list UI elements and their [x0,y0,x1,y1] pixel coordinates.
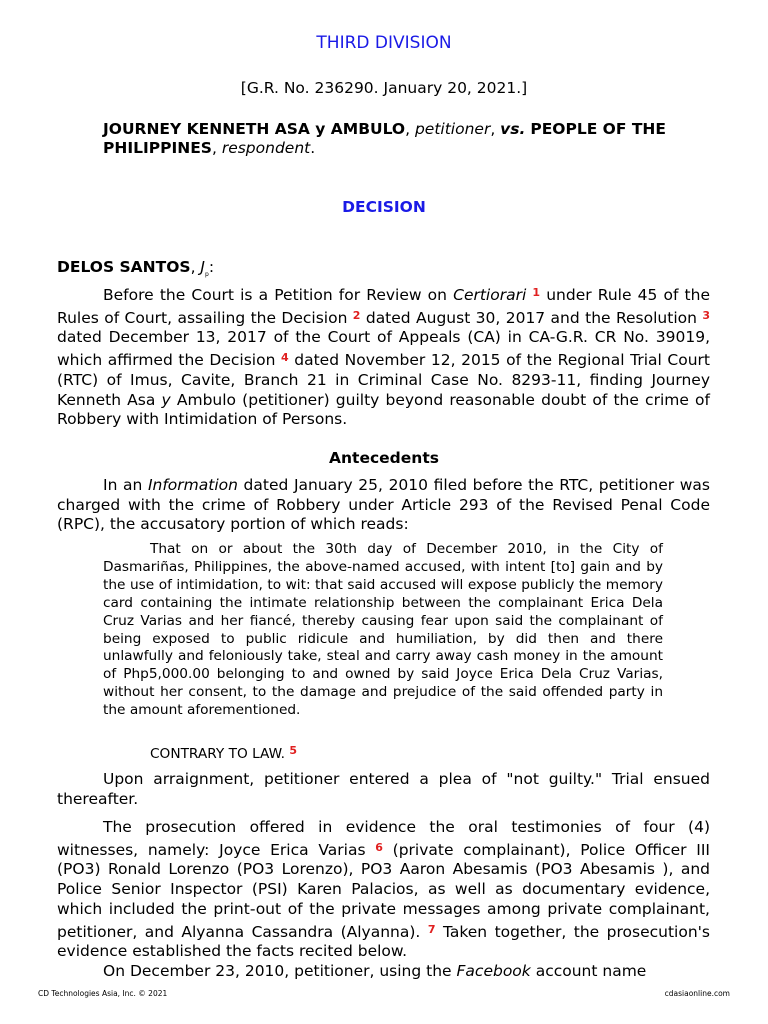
p1-text-c: under Rule 45 of the Rules of Court, assailing the Decision [57,286,710,327]
antecedents-heading: Antecedents [329,449,439,467]
p1-text-e: dated December 13, 2017 of the Court of Appeals (CA) in CA-G.R. CR No. 39019, which affirmed the Decision [57,328,710,370]
footer-copyright: CD Technologies Asia, Inc. © 2021 [38,989,168,998]
footnote-5-link[interactable]: 5 [289,744,297,757]
ponente-suffix: J [200,258,205,276]
petitioner-role: petitioner [414,120,491,138]
p2-information: Information [147,476,238,494]
paragraph-5 [57,962,710,982]
p3-text: Upon arraignment, petitioner entered a plea of "not guilty." Trial ensued thereafter. [57,770,710,808]
p1-y: y [161,390,171,409]
footnote-4-link[interactable]: 4 [281,351,289,365]
paragraph-1 [57,283,710,430]
gr-number: [G.R. No. 236290. January 20, 2021.] [240,79,528,97]
p4-text-c: Taken together, the prosecution's evidence established the facts recited below. [57,922,711,961]
ponente-line: DELOS SANTOS, $J_p$: [57,258,215,279]
footnote-6-link[interactable]: 6 [375,840,383,854]
p1-certiorari: Certiorari [453,286,527,304]
p2-text-c: dated January 25, 2010 filed before the RTC, petitioner was charged with the crime of Robbery under Article 293 of the Revised Penal Code (RPC), the accusatory portion of which reads: [57,476,710,534]
footnote-1-link[interactable]: 1 [532,286,541,299]
petitioner-name: JOURNEY KENNETH ASA y AMBULO [103,120,406,138]
p1-text-d: dated August 30, 2017 and the Resolution [360,308,703,327]
p2-text-a: In an [103,476,148,494]
respondent-name: PEOPLE OF THE PHILIPPINES [103,120,666,157]
footnote-7-link[interactable]: 7 [427,922,436,936]
case-parties: JOURNEY KENNETH ASA y AMBULO, petitioner, vs. PEOPLE OF THE PHILIPPINES, respondent. [103,120,666,157]
paragraph-3 [57,770,710,809]
block-quote [103,541,663,720]
ponente-name: DELOS SANTOS [57,258,191,276]
division-heading: THIRD DIVISION [316,33,452,53]
p1-text-h: Ambulo (petitioner) guilty beyond reasonable doubt of the crime of Robbery with Intimidation of Persons. [57,390,710,429]
contrary-line [150,744,297,762]
decision-title: DECISION [342,198,426,216]
ponente-sub: p [205,271,209,279]
p5-text-a: On December 23, 2010, petitioner, using the [103,962,457,980]
p5-text-c: account name [530,962,647,980]
p1-text-f: dated November 12, 2015 of the Regional Trial Court (RTC) of Imus, Cavite, Branch 21 in Criminal Case No. 8293-11, finding Journey Kenneth Asa [57,351,710,409]
p4-text-b: (private complainant), Police Officer III (PO3) Ronald Lorenzo (PO3 Lorenzo), PO3 Aaron Abesamis (PO3 Abesamis ), and Police Senior Inspector (PSI) Karen Palacios, as well as documentary evidence, which included the print-out of the private messages among private complainant, petitioner, and Alyanna Cassandra (Alyanna). [57,840,710,941]
p5-facebook: Facebook [456,962,531,980]
respondent-role: respondent [221,139,311,157]
p4-text-a: The prosecution offered in evidence the oral testimonies of four (4) witnesses, namely: Joyce Erica Varias [57,818,710,859]
paragraph-2 [57,476,710,535]
quote-text: That on or about the 30th day of December 2010, in the City of Dasmariñas, Philippines, the above-named accused, with intent [to] gain and by the use of intimidation, to wit: that said accused will expose publicly the memory card containing the intimate relationship between the complainant Erica Dela Cruz Varias and her fiancé, thereby causing fear upon said the complainant of being exposed to public ridicule and humiliation, by did then and there unlawfully and feloniously take, steal and carry away cash money in the amount of Php5,000.00 belonging to and owned by said Joyce Erica Dela Cruz Varias, without her consent, to the damage and prejudice of the said offended party in the amount aforementioned. [103,541,663,719]
footnote-3-link[interactable]: 3 [702,308,710,322]
p1-text-a: Before the Court is a Petition for Review on [103,286,454,304]
footer-site-link[interactable]: cdasiaonline.com [664,989,730,998]
versus-label: vs. [500,120,526,138]
contrary-text: CONTRARY TO LAW. [150,746,285,762]
footnote-2-link[interactable]: 2 [352,308,361,322]
paragraph-4 [57,818,710,962]
